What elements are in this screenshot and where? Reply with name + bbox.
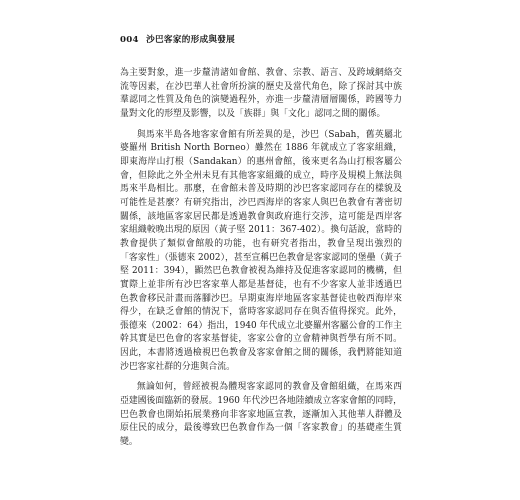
paragraph-1: 為主要對象，進一步釐清諸如會館、教會、宗教、語言、及跨域網絡交流等因素，在沙巴華人社會所扮演的歷史及當代角色，除了探討其中族羣認同之性質及角色的演變過程外，亦進一步釐清層層關係，跨國等力量對文化的形塑及影響，以及「族群」與「文化」認同之間的關係。: [120, 68, 402, 119]
body-text: [120, 67, 402, 450]
paragraph-2: 與馬來半島各地客家會館有所差異的是，沙巴（Sabah，舊英屬北婆羅州 British North Borneo）雖然在 1886 年就成立了客家組織，即東海岸山打根（Sandakan）的惠州會館，後來更名為山打根客屬公會，但除此之外全州未見有其他客家組織的成立，時序及規模上無法與馬來半島相比。那麼，在會館未普及時期的沙巴客家認同存在的樣貌及可能性是甚麼？有研究指出，沙巴西海岸的客家人與巴色教會有著密切關係，該地區客家居民都是透過教會與政府進行交涉，這可能是西岸客家組織較晚出現的原因（黃子堅 2011：367-402）。換句話說，當時的教會提供了類似會館般的功能，也有研究者指出，教會呈現出強烈的「客家性」（張德來 2002），甚至宣稱巴色教會是客家認同的堡壘（黃子堅 2011：394），顯然巴色教會被視為維持及促進客家認同的機構，但實際上並非所有沙巴客家華人都是基督徒，也有不少客家人並非透過巴色教會移民計畫而落腳沙巴。早期東海岸地區客家基督徒也較西海岸來得少，在缺乏會館的情況下，當時客家認同存在與否值得探究。此外，張德來（2002：64）指出，1940 年代成立北婆羅州客屬公會的工作主幹其實是巴色會的客家基督徒，客家公會的立會精神與哲學有所不同。因此，本書將透過檢視巴色教會及客家會館之間的關係，我們將能知道沙巴客家社群的分進與合流。: [120, 129, 402, 372]
paragraph-spacer: [120, 374, 402, 381]
page-number: 004: [120, 35, 139, 45]
running-header: [120, 33, 235, 45]
paragraph-3: 無論如何，曾經被視為體現客家認同的教會及會館組織，在馬來西亞建國後面臨新的發展。1960 年代沙巴各地陸續成立客家會館的同時，巴色教會也開始拓展業務向非客家地區宣教，逐漸加入其他華人群體及原住民的成分，最後導致巴色教會作為一個「客家教會」的基礎產生質變。: [120, 382, 402, 448]
chapter-title: 沙巴客家的形成與發展: [146, 35, 236, 45]
paragraph-spacer: [120, 122, 402, 129]
